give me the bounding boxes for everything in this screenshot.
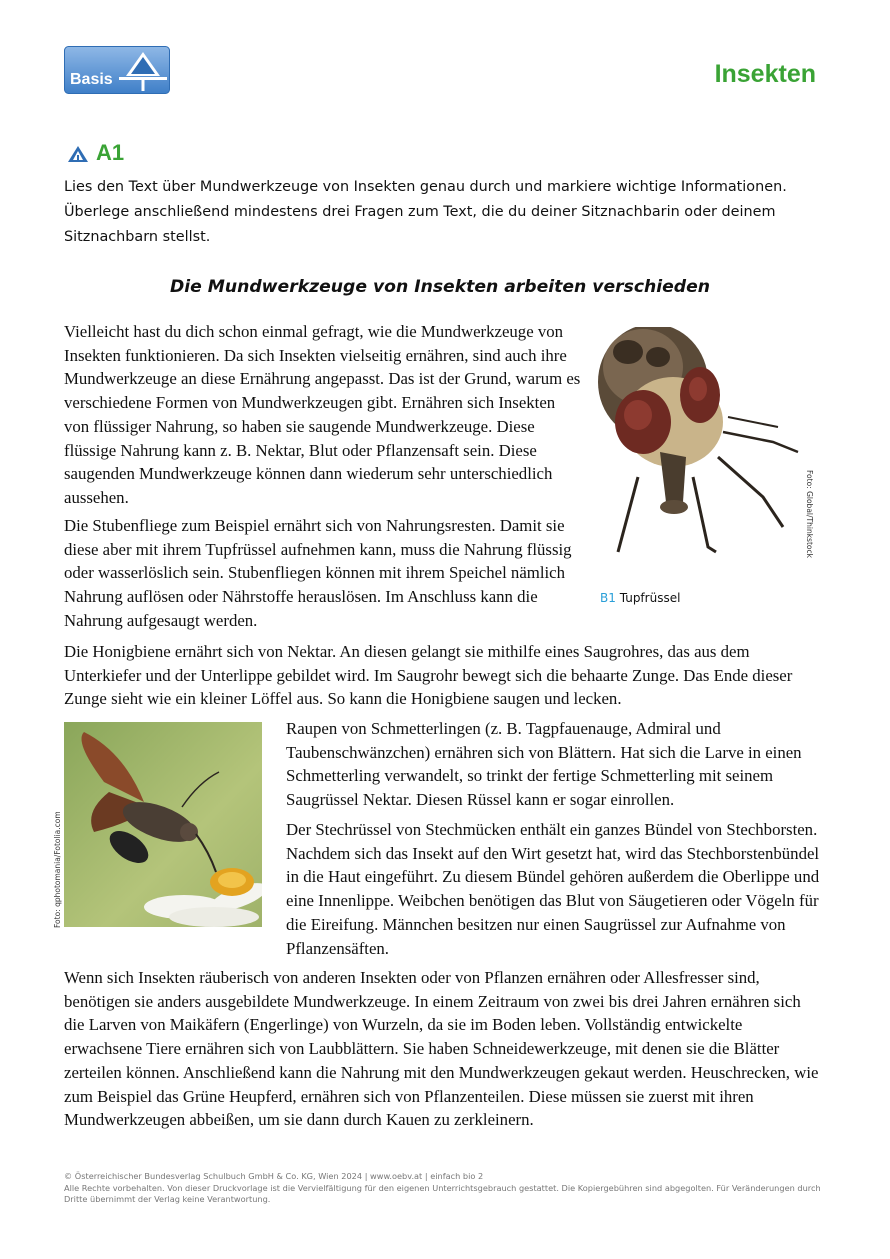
paragraph-housefly: Die Stubenfliege zum Beispiel ernährt sich von Nahrungsresten. Damit sie diese aber mit ihrem Tupfrüssel aufnehmen kann, muss die Nahrung flüssig oder wasserlöslich sein. Stubenfliegen können mit ihrem Speichel nämlich Nahrung auflösen oder Nährstoffe herauslösen. Im Anschluss kann die Nahrung aufgesaugt werden.	[64, 516, 572, 630]
task-instructions: Lies den Text über Mundwerkzeuge von Insekten genau durch und markiere wichtige Informationen. Überlege anschließend mindestens drei Fragen zum Text, die du deiner Sitznachbarin oder deinem Sitznachbarn stellst.	[64, 179, 787, 245]
photo-credit-moth: Foto: qphotomania/Fotolia.com	[53, 811, 62, 928]
footer-rights: Alle Rechte vorbehalten. Von dieser Druckvorlage ist die Vervielfältigung für den eigenen Unterrichtsgebrauch gestattet. Die Kopiergebühren sind abgegolten. Für Veränderungen durch Dritte übernimmt der Verlag keine Verantwortung.	[64, 1182, 821, 1205]
paragraph-chewing: Wenn sich Insekten räuberisch von anderen Insekten oder von Pflanzen ernähren oder Allesfresser sind, benötigen sie anders ausgebildete Mundwerkzeuge. In einem Zeitraum von zwei bis drei Jahren ernähren sich die Larven von Maikäfern (Engerlinge) von Wurzeln, da sie im Boden leben. Vollständig entwickelte erwachsene Tiere ernähren sich von Laubblättern. Sie haben Schneidewerkzeuge, mit denen sie die Blätter zerteilen können. Anschließend kann die Nahrung mit den Mundwerkzeugen gekaut werden. Heuschrecken, wie zum Beispiel das Grüne Heupferd, ernähren sich von Pflanzenteilen. Diese müssen sie zuerst mit ihren Mundwerkzeugen abbeißen, um sie dann durch Kauen zu zerkleinern.	[64, 968, 819, 1130]
photo-credit-fly: Foto: Global/Thinkstock	[805, 470, 814, 558]
paragraph-butterfly: Raupen von Schmetterlingen (z. B. Tagpfauenauge, Admiral und Taubenschwänzchen) ernähren sich von Blättern. Hat sich die Larve in einen Schmetterling verwandelt, so trinkt der fertige Schmetterling mit seinem Saugrüssel Nektar. Diesen Rüssel kann er sogar einrollen.	[286, 719, 802, 810]
footer	[64, 1171, 824, 1206]
paragraph-honeybee: Die Honigbiene ernährt sich von Nektar. An diesen gelangt sie mithilfe eines Saugrohres, das aus dem Unterkiefer und der Unterlippe gebildet wird. Im Saugrohr bewegt sich die behaarte Zunge. Das Ende dieser Zunge sieht wie ein kleiner Löffel aus. So kann die Honigbiene saugen und lecken.	[64, 642, 793, 709]
paragraph-mosquito: Der Stechrüssel von Stechmücken enthält ein ganzes Bündel von Stechborsten. Nachdem sich das Insekt auf den Wirt gesetzt hat, wird das Stechborstenbündel in die Haut eingeführt. Zu diesem Bündel gehören außerdem die Oberlippe und eine Innenlippe. Weibchen benötigen das Blut von Säugetieren oder Vögeln für die Eireifung. Männchen besitzen nur einen Saugrüssel zur Aufnahme von Pflanzensäften.	[286, 820, 820, 958]
logo-text: Basis	[70, 71, 113, 88]
figure-number: B1	[600, 591, 616, 605]
footer-copyright: © Österreichischer Bundesverlag Schulbuch GmbH & Co. KG, Wien 2024 | www.oebv.at | einfach bio 2	[64, 1171, 484, 1181]
task-label: A1	[96, 140, 125, 165]
paragraph-intro: Vielleicht hast du dich schon einmal gefragt, wie die Mundwerkzeuge von Insekten funktionieren. Da sich Insekten vielseitig ernähren, sind auch ihre Mundwerkzeuge an diese Ernährung angepasst. Das ist der Grund, warum es verschiedene Formen von Mundwerkzeugen gibt. Ernähren sich Insekten von flüssiger Nahrung, so haben sie saugende Mundwerkzeuge. Diese flüssige Nahrung kann z. B. Nektar, Blut oder Pflanzensaft sein. Diese saugenden Mundwerkzeuge können dann wiederum sehr unterschiedlich aussehen.	[64, 322, 581, 507]
figure-caption	[600, 591, 680, 605]
hummingbird-hawkmoth-photo	[64, 722, 262, 927]
basis-logo	[64, 46, 170, 94]
housefly-photo	[598, 327, 808, 559]
page-topic-title: Insekten	[714, 60, 816, 88]
figure-caption-text: Tupfrüssel	[619, 591, 681, 605]
article-title: Die Mundwerkzeuge von Insekten arbeiten verschieden	[170, 277, 710, 297]
level-triangle-icon	[68, 146, 88, 163]
